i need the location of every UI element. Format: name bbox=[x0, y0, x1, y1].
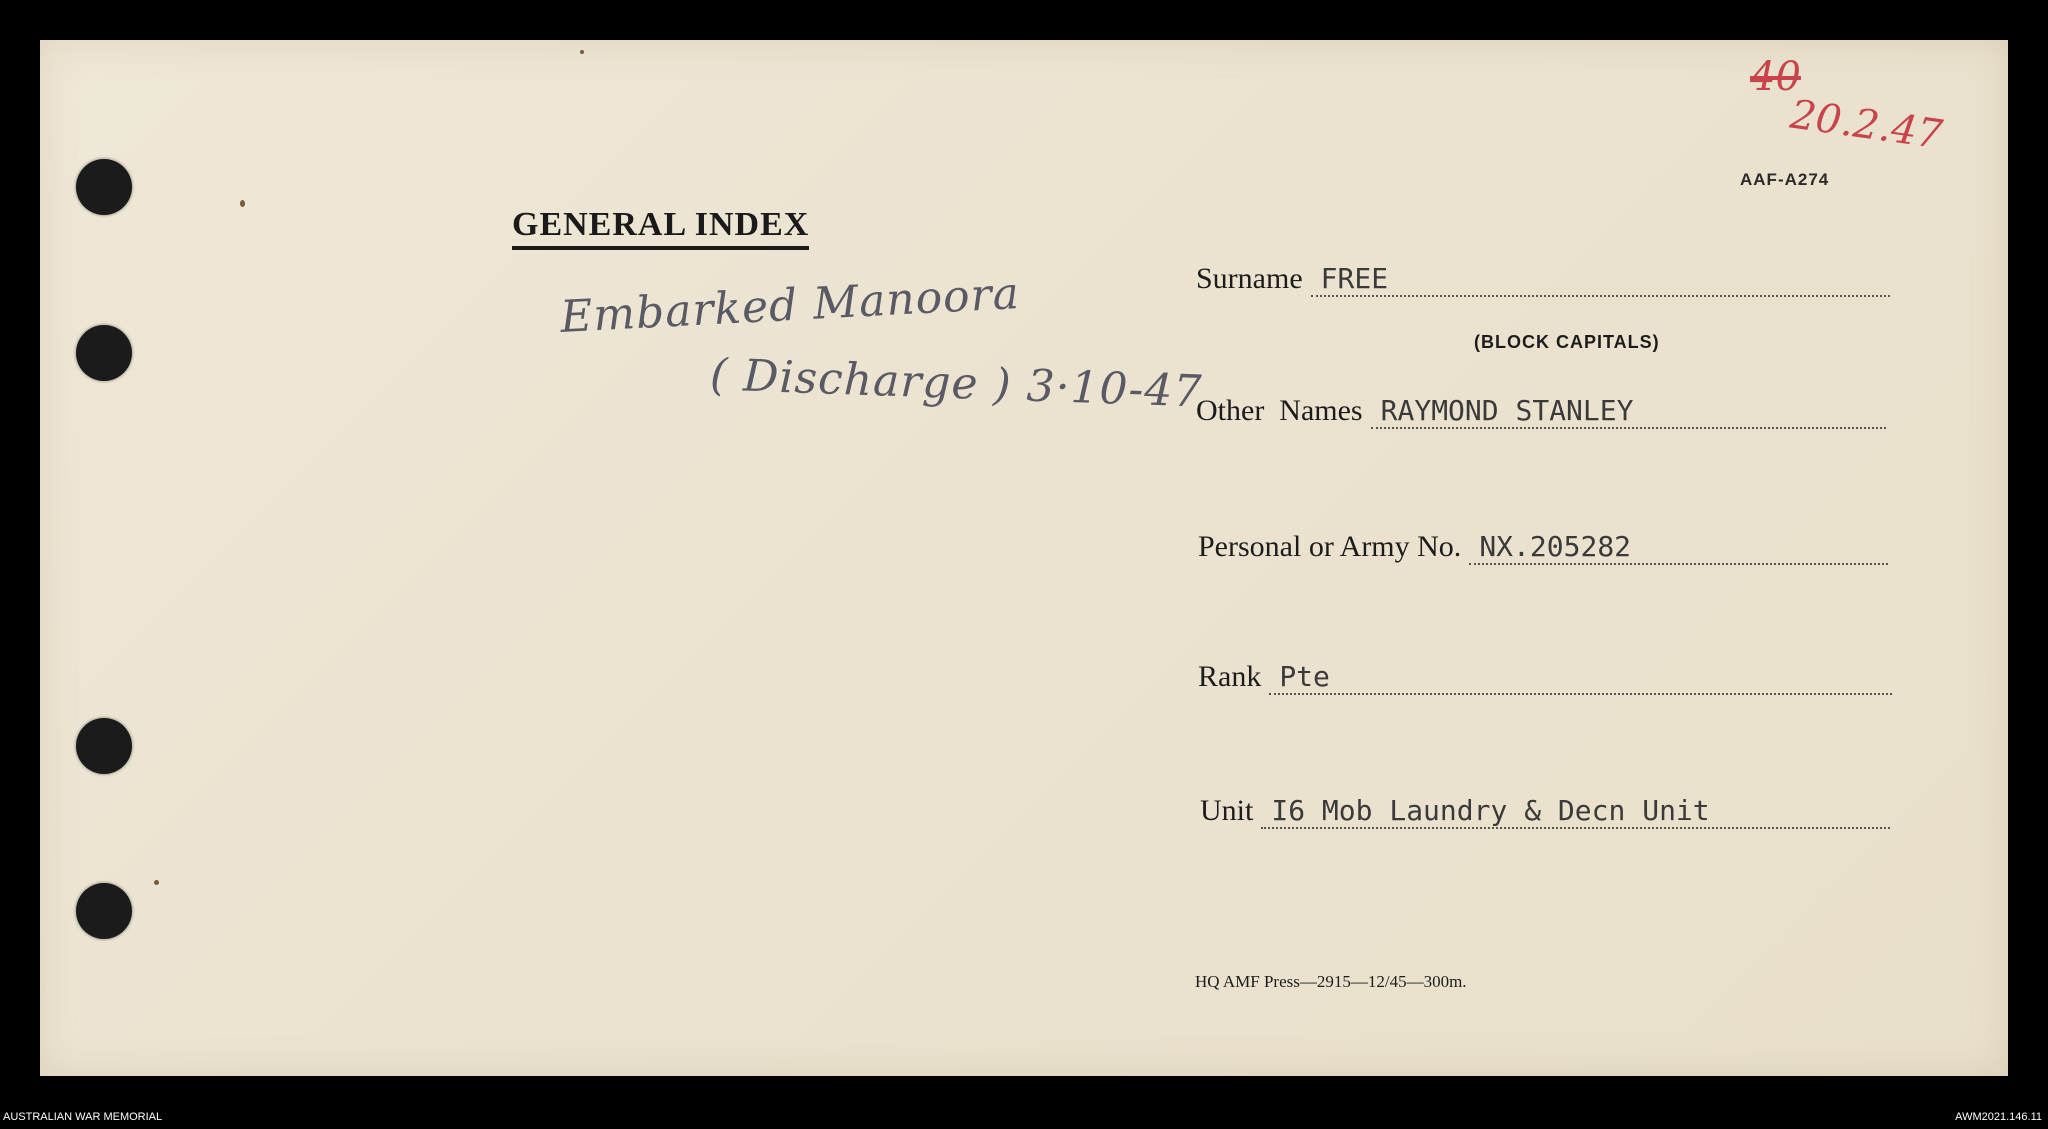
punch-hole bbox=[76, 325, 132, 381]
handwritten-note-line2: ( Discharge ) 3·10-47 bbox=[709, 349, 1204, 418]
punch-hole bbox=[76, 718, 132, 774]
form-code: AAF-A274 bbox=[1740, 170, 1830, 189]
rank-value: Pte bbox=[1269, 662, 1892, 695]
printer-imprint: HQ AMF Press—2915—12/45—300m. bbox=[1195, 972, 1467, 991]
surname-value: FREE bbox=[1311, 264, 1890, 297]
unit-label: Unit bbox=[1200, 794, 1254, 827]
red-struck-number: 40 bbox=[1750, 54, 1801, 100]
unit-field bbox=[1200, 794, 1890, 829]
card-title: GENERAL INDEX bbox=[512, 206, 809, 250]
other-names-value: RAYMOND STANLEY bbox=[1371, 396, 1886, 429]
surname-label: Surname bbox=[1196, 262, 1303, 295]
other-names-field bbox=[1196, 394, 1886, 429]
handwritten-note-line1: Embarked Manoora bbox=[558, 267, 1022, 344]
punch-hole bbox=[76, 883, 132, 939]
block-capitals-note: (BLOCK CAPITALS) bbox=[1474, 332, 1660, 352]
army-number-value: NX.205282 bbox=[1469, 532, 1888, 565]
paper-speck bbox=[154, 880, 159, 885]
army-number-label: Personal or Army No. bbox=[1198, 530, 1462, 563]
army-number-field bbox=[1198, 530, 1888, 565]
unit-value: I6 Mob Laundry & Decn Unit bbox=[1261, 796, 1890, 829]
paper-speck bbox=[580, 50, 584, 54]
rank-field bbox=[1198, 660, 1892, 695]
caption-right: AWM2021.146.11 bbox=[1955, 1111, 2042, 1123]
index-card bbox=[40, 40, 2008, 1076]
surname-field bbox=[1196, 262, 1890, 297]
red-date-annotation: 20.2.47 bbox=[1787, 91, 1946, 159]
caption-left: AUSTRALIAN WAR MEMORIAL bbox=[3, 1111, 163, 1123]
paper-speck bbox=[240, 200, 245, 207]
rank-label: Rank bbox=[1198, 660, 1262, 693]
other-names-label: Other Names bbox=[1196, 394, 1363, 427]
punch-hole bbox=[76, 159, 132, 215]
